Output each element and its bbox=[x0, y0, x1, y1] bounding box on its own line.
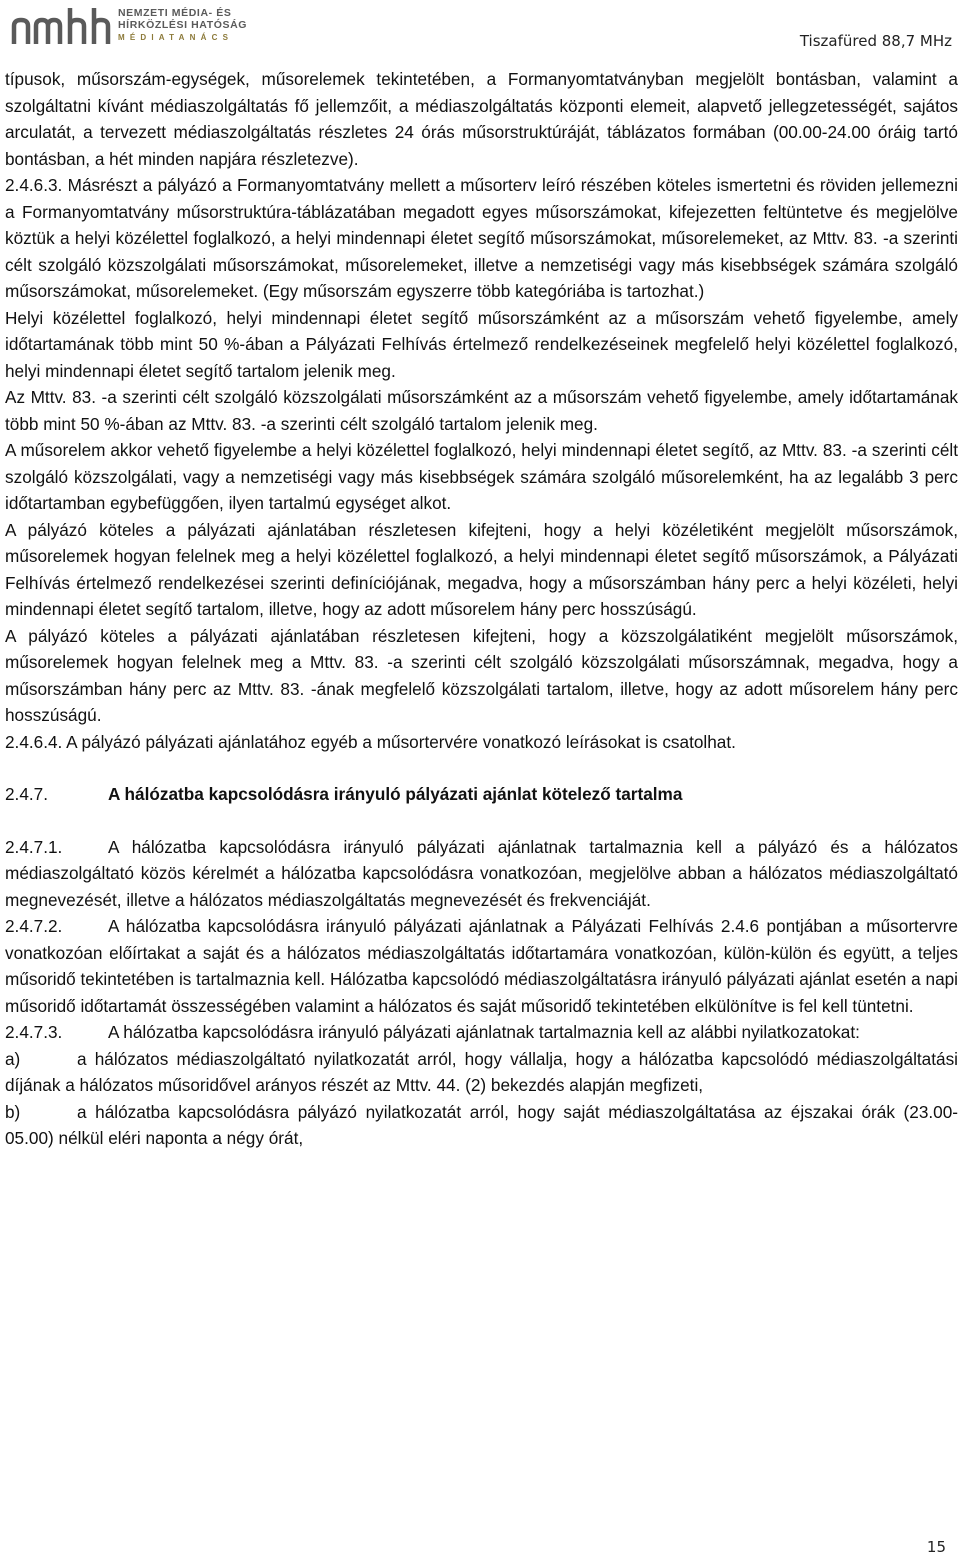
nmhh-logo bbox=[10, 4, 250, 48]
logo-wordmark bbox=[118, 7, 253, 44]
spacer bbox=[5, 808, 958, 834]
subsection bbox=[5, 913, 958, 1019]
list-label: b) bbox=[5, 1101, 21, 1122]
spacer bbox=[5, 755, 958, 781]
page-number: 15 bbox=[926, 1538, 946, 1556]
section-number: 2.4.7. bbox=[5, 784, 49, 804]
logo-line-3: MÉDIATANÁCS bbox=[118, 33, 234, 42]
list-text: a hálózatos médiaszolgáltató nyilatkozatát arról, hogy vállalja, hogy a hálózatba kapcsolódó médiaszolgáltatási díjának a hálózatos műsoridővel arányos részét az Mttv. 44. (2) bekezdés alapján megfizeti, bbox=[5, 1048, 958, 1095]
paragraph: A pályázó köteles a pályázati ajánlatában részletesen kifejteni, hogy a helyi közéletiként megjelölt műsorszámok, műsorelemek hogyan felelnek meg a helyi közélettel foglalkozó, a helyi mindennapi életet segítő műsorszámok, a Pályázati Felhívás értelmező rendelkezései szerinti definíciójának, megadva, hogy a műsorszámban hány perc a helyi közéleti, helyi mindennapi életet segítő tartalom, illetve, hogy az adott műsorelem hány perc hosszúságú. bbox=[5, 519, 958, 619]
subsection-number: 2.4.7.1. bbox=[5, 836, 63, 857]
section-heading bbox=[5, 781, 958, 808]
subsection-text: A hálózatba kapcsolódásra irányuló pályázati ajánlatnak a Pályázati Felhívás 2.4.6 pontjában a műsortervre vonatkozóan előírtakat a saját és a hálózatos médiaszolgáltatás időtartamára vonatkozóan, külön-külön és együtt, a teljes műsoridő tekintetében is tartalmaznia kell. Hálózatba kapcsolódó médiaszolgáltatásra irányuló pályázati ajánlat esetén a napi műsoridő időtartamát összességében valamint a hálózatos és saját műsoridő tekintetében elkülönítve is fel kell tüntetni. bbox=[5, 916, 958, 1016]
list-text: a hálózatba kapcsolódásra pályázó nyilatkozatát arról, hogy saját médiaszolgáltatása az éjszakai órák (23.00-05.00) nélkül eléri naponta a négy órát, bbox=[5, 1101, 958, 1148]
paragraph: A pályázó köteles a pályázati ajánlatában részletesen kifejteni, hogy a közszolgálatiként megjelölt műsorszámok, műsorelemek hogyan felelnek meg a Mttv. 83. -a szerinti célt szolgáló közszolgálati műsorszámnak, megadva, hogy a műsorszámban hány perc az Mttv. 83. -ának megfelelő közszolgálati tartalom, illetve, hogy az adott műsorelem hány perc hosszúságú. bbox=[5, 625, 958, 725]
section-title: A hálózatba kapcsolódásra irányuló pályázati ajánlat kötelező tartalma bbox=[108, 784, 683, 804]
logo-line-2: HÍRKÖZLÉSI HATÓSÁG bbox=[118, 19, 248, 31]
logo-line-1: NEMZETI MÉDIA- ÉS bbox=[118, 7, 232, 19]
subsection-number: 2.4.7.3. bbox=[5, 1022, 63, 1042]
subsection-text: A hálózatba kapcsolódásra irányuló pályázati ajánlatnak tartalmaznia kell az alábbi nyilatkozatokat: bbox=[108, 1022, 860, 1042]
paragraph: típusok, műsorszám-egységek, műsorelemek tekintetében, a Formanyomtatványban megjelölt bontásban, valamint a szolgáltatni kívánt médiaszolgáltatás fő jellemzőit, a médiaszolgáltatás központi elemeit, alapvető jellegzetességét, sajátos arculatát, a tervezett médiaszolgáltatás részletes 24 órás műsorstruktúráját, táblázatos formában (00.00-24.00 óráig tartó bontásban, a hét minden napjára részletezve). bbox=[5, 69, 958, 169]
subsection-number: 2.4.7.2. bbox=[5, 916, 63, 936]
paragraph: Helyi közélettel foglalkozó, helyi mindennapi életet segítő műsorszámként az a műsorszám vehető figyelembe, amely időtartamának több mint 50 %-ában a Pályázati Felhívás értelmező rendelkezéseinek megfelelő helyi közélettel foglalkozó, helyi mindennapi életet segítő tartalom jelenik meg. bbox=[5, 307, 958, 381]
list-label: a) bbox=[5, 1048, 21, 1069]
subsection bbox=[5, 1019, 958, 1046]
document-body bbox=[5, 66, 958, 1152]
paragraph: Az Mttv. 83. -a szerinti célt szolgáló közszolgálati műsorszámként az a műsorszám vehető figyelembe, amely időtartamának több mint 50 %-ában az Mttv. 83. -a szerinti célt szolgáló tartalom jelenik meg. bbox=[5, 387, 958, 434]
list-item bbox=[5, 1099, 958, 1152]
nmhh-logo-mark bbox=[10, 4, 112, 48]
page-header bbox=[0, 0, 960, 52]
paragraph: A műsorelem akkor vehető figyelembe a helyi közélettel foglalkozó, helyi mindennapi életet segítő, az Mttv. 83. -a szerinti célt szolgáló közszolgálati, vagy a nemzetiségi vagy más kisebbségek számára szolgáló műsorelemként, ha az legalább 3 perc időtartamban egybefüggően, ilyen tartalmú egységet alkot. bbox=[5, 440, 958, 513]
paragraph: 2.4.6.4. A pályázó pályázati ajánlatához egyéb a műsortervére vonatkozó leírásokat is csatolhat. bbox=[5, 731, 736, 752]
paragraph: 2.4.6.3. Másrészt a pályázó a Formanyomtatvány mellett a műsorterv leíró részében köteles ismertetni és röviden jellemezni a Formanyomtatvány műsorstruktúra-táblázatában megadott egyes műsorszámokat, kifejezetten feltüntetve és megjelölve köztük a helyi közélettel foglalkozó, a helyi mindennapi életet segítő műsorszámokat, műsorelemeket, az Mttv. 83. -a szerinti célt szolgáló közszolgálati műsorszámokat, műsorelemeket, illetve a nemzetiségi vagy más kisebbségek számára szolgáló műsorszámokat, műsorelemeket. (Egy műsorszám egyszerre több kategóriába is tartozhat.) bbox=[5, 175, 958, 301]
list-item bbox=[5, 1046, 958, 1099]
station-label: Tiszafüred 88,7 MHz bbox=[799, 32, 952, 50]
subsection bbox=[5, 834, 958, 914]
subsection-text: A hálózatba kapcsolódásra irányuló pályázati ajánlatnak tartalmaznia kell a pályázó és a hálózatos médiaszolgáltató közös kérelmét a hálózatba kapcsolódásra vonatkozóan, megjelölve abban a hálózatos médiaszolgáltató megnevezését, illetve a hálózatos médiaszolgáltatás megnevezését és frekvenciáját. bbox=[5, 836, 958, 910]
